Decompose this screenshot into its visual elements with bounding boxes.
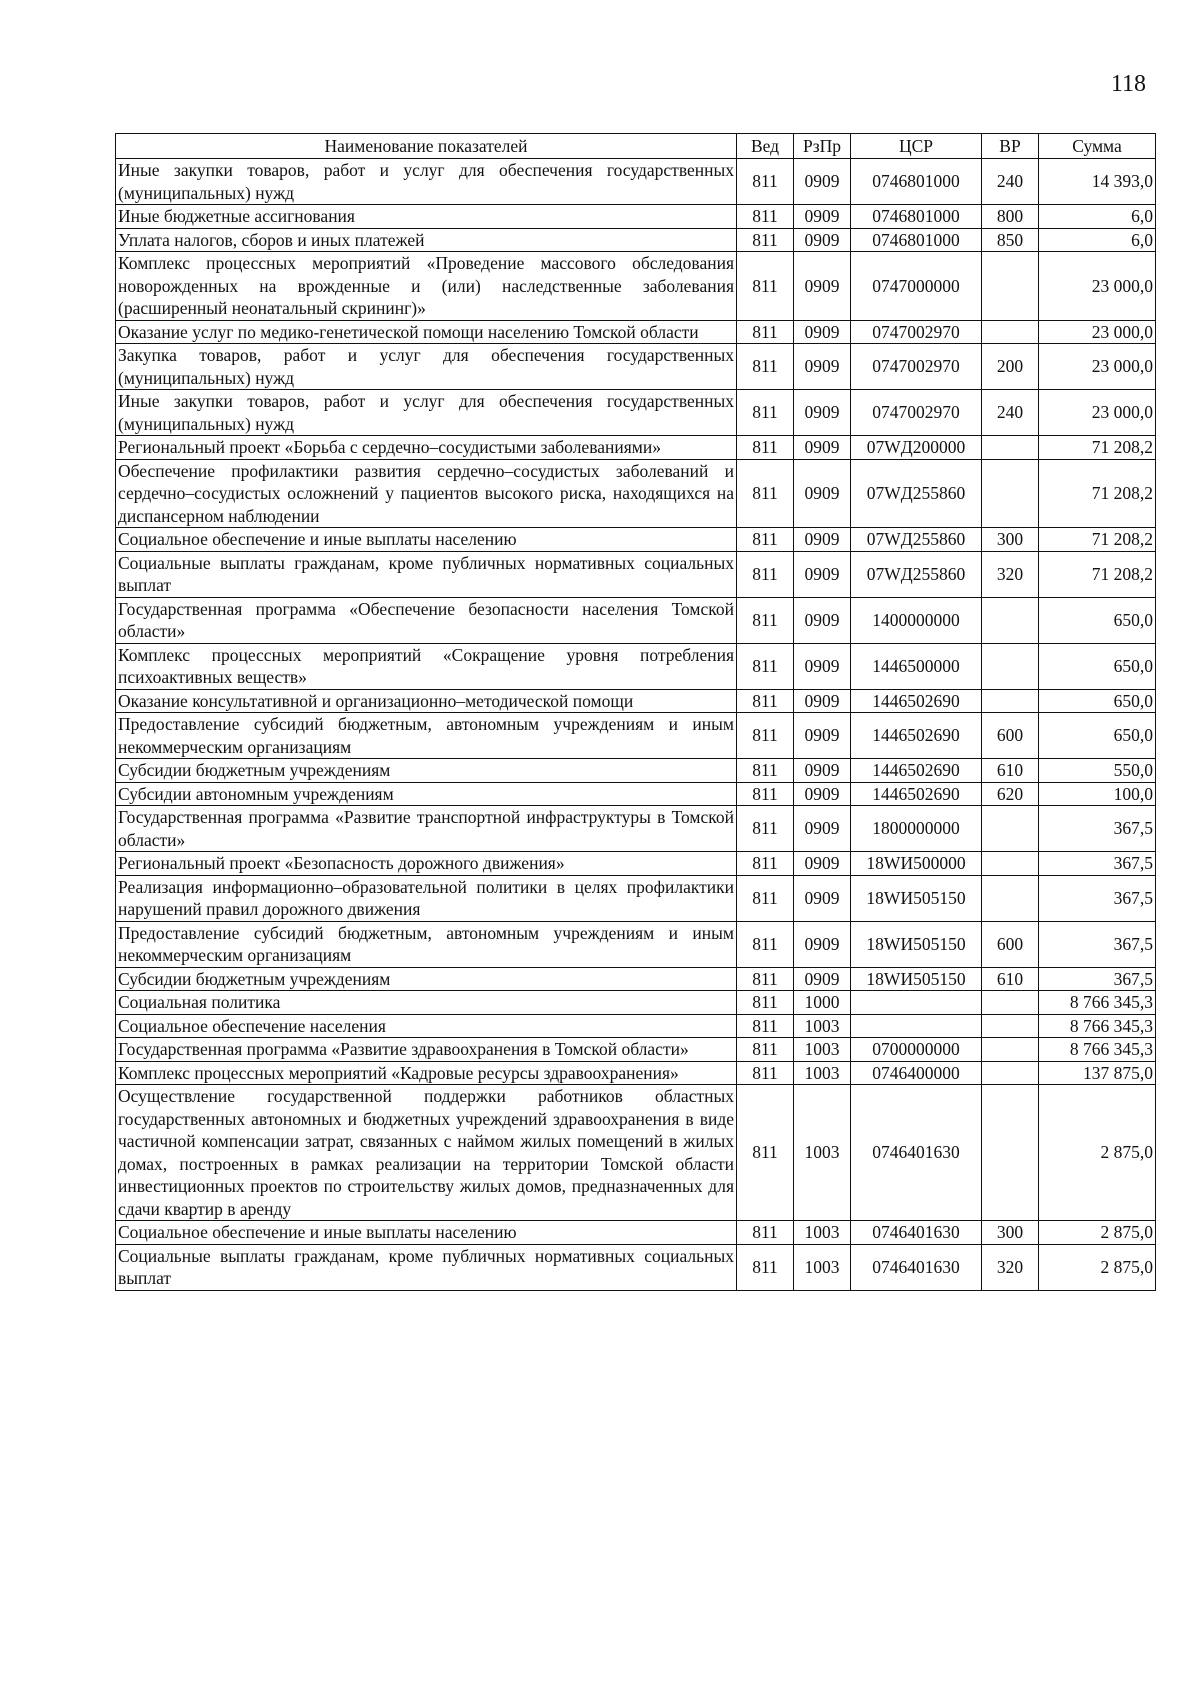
cell-csr: 07WД255860 [851, 459, 982, 528]
table-row [116, 782, 1156, 806]
cell-rzpr: 0909 [794, 689, 851, 713]
table-header-row [116, 134, 1156, 159]
cell-name: Комплекс процессных мероприятий «Сокращение уровня потребления психоактивных веществ» [116, 643, 737, 689]
cell-rzpr: 0909 [794, 205, 851, 229]
table-row [116, 759, 1156, 783]
cell-vr: 620 [982, 782, 1039, 806]
cell-name: Субсидии бюджетным учреждениям [116, 967, 737, 991]
table-row [116, 991, 1156, 1015]
cell-csr: 07WД200000 [851, 436, 982, 460]
cell-name: Иные бюджетные ассигнования [116, 205, 737, 229]
cell-csr: 1446502690 [851, 759, 982, 783]
cell-ved: 811 [737, 205, 794, 229]
table-row [116, 205, 1156, 229]
cell-sum: 367,5 [1039, 875, 1156, 921]
cell-ved: 811 [737, 643, 794, 689]
cell-sum: 6,0 [1039, 205, 1156, 229]
cell-vr: 320 [982, 1244, 1039, 1290]
cell-rzpr: 0909 [794, 551, 851, 597]
cell-rzpr: 0909 [794, 759, 851, 783]
table-row [116, 643, 1156, 689]
cell-sum: 8 766 345,3 [1039, 1014, 1156, 1038]
cell-ved: 811 [737, 713, 794, 759]
cell-ved: 811 [737, 390, 794, 436]
cell-name: Социальное обеспечение и иные выплаты населению [116, 1221, 737, 1245]
cell-csr: 0747002970 [851, 320, 982, 344]
cell-rzpr: 0909 [794, 390, 851, 436]
cell-vr: 850 [982, 228, 1039, 252]
table-row [116, 436, 1156, 460]
cell-sum: 6,0 [1039, 228, 1156, 252]
cell-vr [982, 1038, 1039, 1062]
budget-table [115, 133, 1156, 1291]
cell-csr [851, 991, 982, 1015]
cell-csr: 18WИ500000 [851, 852, 982, 876]
cell-name: Социальные выплаты гражданам, кроме публичных нормативных социальных выплат [116, 551, 737, 597]
cell-name: Государственная программа «Развитие транспортной инфраструктуры в Томской области» [116, 806, 737, 852]
cell-rzpr: 0909 [794, 921, 851, 967]
cell-csr: 07WД255860 [851, 528, 982, 552]
cell-ved: 811 [737, 597, 794, 643]
cell-sum: 23 000,0 [1039, 320, 1156, 344]
table-row [116, 713, 1156, 759]
cell-csr: 0746401630 [851, 1244, 982, 1290]
table-row [116, 1014, 1156, 1038]
cell-name: Оказание услуг по медико-генетической помощи населению Томской области [116, 320, 737, 344]
cell-sum: 14 393,0 [1039, 159, 1156, 205]
cell-vr: 320 [982, 551, 1039, 597]
cell-csr: 0746801000 [851, 159, 982, 205]
table-row [116, 344, 1156, 390]
cell-sum: 23 000,0 [1039, 390, 1156, 436]
cell-name: Региональный проект «Борьба с сердечно–сосудистыми заболеваниями» [116, 436, 737, 460]
cell-rzpr: 0909 [794, 459, 851, 528]
cell-csr: 0700000000 [851, 1038, 982, 1062]
cell-vr: 240 [982, 390, 1039, 436]
cell-ved: 811 [737, 806, 794, 852]
cell-name: Комплекс процессных мероприятий «Проведение массового обследования новорожденных на врожденные и (или) наследственные заболевания (расширенный неонатальный скрининг)» [116, 252, 737, 321]
cell-name: Осуществление государственной поддержки работников областных государственных автономных и бюджетных учреждений здравоохранения в виде частичной компенсации затрат, связанных с наймом жилых помещений в жилых домах, построенных в рамках реализации на территории Томской области инвестиционных проектов по строительству жилых домов, предназначенных для сдачи квартир в аренду [116, 1085, 737, 1221]
header-ved: Вед [737, 134, 794, 159]
cell-vr: 800 [982, 205, 1039, 229]
cell-csr: 0746801000 [851, 205, 982, 229]
cell-csr: 18WИ505150 [851, 967, 982, 991]
cell-sum: 650,0 [1039, 643, 1156, 689]
cell-rzpr: 0909 [794, 875, 851, 921]
cell-rzpr: 0909 [794, 806, 851, 852]
cell-name: Государственная программа «Обеспечение безопасности населения Томской области» [116, 597, 737, 643]
table-row [116, 1085, 1156, 1221]
table-row [116, 159, 1156, 205]
table-row [116, 875, 1156, 921]
header-sum: Сумма [1039, 134, 1156, 159]
cell-vr [982, 459, 1039, 528]
cell-rzpr: 0909 [794, 597, 851, 643]
cell-ved: 811 [737, 551, 794, 597]
table-row [116, 252, 1156, 321]
cell-ved: 811 [737, 759, 794, 783]
cell-rzpr: 0909 [794, 228, 851, 252]
cell-csr: 0746400000 [851, 1061, 982, 1085]
cell-rzpr: 1003 [794, 1221, 851, 1245]
cell-name: Социальное обеспечение и иные выплаты населению [116, 528, 737, 552]
cell-ved: 811 [737, 1061, 794, 1085]
cell-ved: 811 [737, 228, 794, 252]
cell-ved: 811 [737, 436, 794, 460]
cell-rzpr: 0909 [794, 852, 851, 876]
header-name: Наименование показателей [116, 134, 737, 159]
cell-name: Иные закупки товаров, работ и услуг для обеспечения государственных (муниципальных) нужд [116, 390, 737, 436]
cell-vr [982, 320, 1039, 344]
cell-rzpr: 1003 [794, 1014, 851, 1038]
cell-csr: 0747002970 [851, 344, 982, 390]
cell-vr: 600 [982, 921, 1039, 967]
cell-csr: 0747000000 [851, 252, 982, 321]
cell-sum: 23 000,0 [1039, 252, 1156, 321]
cell-vr [982, 1014, 1039, 1038]
cell-name: Предоставление субсидий бюджетным, автономным учреждениям и иным некоммерческим организациям [116, 713, 737, 759]
table-row [116, 228, 1156, 252]
cell-rzpr: 0909 [794, 344, 851, 390]
cell-vr [982, 1061, 1039, 1085]
cell-csr: 18WИ505150 [851, 921, 982, 967]
cell-vr [982, 852, 1039, 876]
cell-name: Закупка товаров, работ и услуг для обеспечения государственных (муниципальных) нужд [116, 344, 737, 390]
cell-vr [982, 643, 1039, 689]
cell-rzpr: 0909 [794, 159, 851, 205]
cell-rzpr: 1003 [794, 1038, 851, 1062]
cell-name: Социальное обеспечение населения [116, 1014, 737, 1038]
cell-ved: 811 [737, 852, 794, 876]
cell-name: Субсидии бюджетным учреждениям [116, 759, 737, 783]
cell-ved: 811 [737, 252, 794, 321]
table-row [116, 921, 1156, 967]
cell-name: Субсидии автономным учреждениям [116, 782, 737, 806]
cell-rzpr: 1000 [794, 991, 851, 1015]
cell-vr: 300 [982, 528, 1039, 552]
table-row [116, 1061, 1156, 1085]
cell-vr: 200 [982, 344, 1039, 390]
cell-ved: 811 [737, 159, 794, 205]
cell-sum: 100,0 [1039, 782, 1156, 806]
cell-rzpr: 0909 [794, 320, 851, 344]
cell-sum: 71 208,2 [1039, 459, 1156, 528]
cell-rzpr: 0909 [794, 643, 851, 689]
table-row [116, 689, 1156, 713]
cell-name: Региональный проект «Безопасность дорожного движения» [116, 852, 737, 876]
cell-rzpr: 0909 [794, 436, 851, 460]
cell-vr [982, 436, 1039, 460]
page-number: 118 [1110, 71, 1146, 97]
cell-rzpr: 1003 [794, 1061, 851, 1085]
cell-rzpr: 0909 [794, 967, 851, 991]
cell-name: Комплекс процессных мероприятий «Кадровые ресурсы здравоохранения» [116, 1061, 737, 1085]
cell-name: Обеспечение профилактики развития сердечно–сосудистых заболеваний и сердечно–сосудистых осложнений у пациентов высокого риска, находящихся на диспансерном наблюдении [116, 459, 737, 528]
header-csr: ЦСР [851, 134, 982, 159]
cell-csr: 07WД255860 [851, 551, 982, 597]
cell-sum: 8 766 345,3 [1039, 991, 1156, 1015]
cell-sum: 2 875,0 [1039, 1244, 1156, 1290]
cell-sum: 71 208,2 [1039, 528, 1156, 552]
cell-ved: 811 [737, 921, 794, 967]
cell-sum: 23 000,0 [1039, 344, 1156, 390]
cell-rzpr: 0909 [794, 713, 851, 759]
cell-csr: 18WИ505150 [851, 875, 982, 921]
cell-vr [982, 875, 1039, 921]
cell-csr: 0746401630 [851, 1085, 982, 1221]
cell-vr: 610 [982, 759, 1039, 783]
cell-rzpr: 1003 [794, 1085, 851, 1221]
cell-ved: 811 [737, 967, 794, 991]
table-row [116, 320, 1156, 344]
cell-ved: 811 [737, 782, 794, 806]
cell-ved: 811 [737, 1014, 794, 1038]
table-row [116, 597, 1156, 643]
table-row [116, 967, 1156, 991]
cell-csr: 1800000000 [851, 806, 982, 852]
cell-csr: 1446500000 [851, 643, 982, 689]
cell-vr [982, 991, 1039, 1015]
cell-vr [982, 1085, 1039, 1221]
cell-csr [851, 1014, 982, 1038]
cell-csr: 0747002970 [851, 390, 982, 436]
cell-name: Социальные выплаты гражданам, кроме публичных нормативных социальных выплат [116, 1244, 737, 1290]
header-vr: ВР [982, 134, 1039, 159]
cell-ved: 811 [737, 344, 794, 390]
cell-vr [982, 252, 1039, 321]
cell-csr: 1446502690 [851, 713, 982, 759]
cell-rzpr: 1003 [794, 1244, 851, 1290]
header-rzpr: РзПр [794, 134, 851, 159]
table-row [116, 528, 1156, 552]
cell-name: Государственная программа «Развитие здравоохранения в Томской области» [116, 1038, 737, 1062]
cell-rzpr: 0909 [794, 252, 851, 321]
cell-rzpr: 0909 [794, 782, 851, 806]
cell-name: Иные закупки товаров, работ и услуг для обеспечения государственных (муниципальных) нужд [116, 159, 737, 205]
cell-csr: 1446502690 [851, 689, 982, 713]
cell-ved: 811 [737, 459, 794, 528]
cell-sum: 8 766 345,3 [1039, 1038, 1156, 1062]
cell-sum: 367,5 [1039, 921, 1156, 967]
cell-sum: 650,0 [1039, 689, 1156, 713]
cell-name: Реализация информационно–образовательной политики в целях профилактики нарушений правил дорожного движения [116, 875, 737, 921]
cell-csr: 0746401630 [851, 1221, 982, 1245]
cell-sum: 71 208,2 [1039, 436, 1156, 460]
cell-vr [982, 597, 1039, 643]
cell-sum: 367,5 [1039, 967, 1156, 991]
cell-sum: 550,0 [1039, 759, 1156, 783]
cell-sum: 367,5 [1039, 852, 1156, 876]
cell-name: Оказание консультативной и организационно–методической помощи [116, 689, 737, 713]
cell-vr: 610 [982, 967, 1039, 991]
cell-vr: 300 [982, 1221, 1039, 1245]
cell-ved: 811 [737, 991, 794, 1015]
cell-sum: 650,0 [1039, 713, 1156, 759]
cell-ved: 811 [737, 689, 794, 713]
table-row [116, 551, 1156, 597]
cell-ved: 811 [737, 320, 794, 344]
cell-csr: 1446502690 [851, 782, 982, 806]
cell-name: Предоставление субсидий бюджетным, автономным учреждениям и иным некоммерческим организациям [116, 921, 737, 967]
cell-ved: 811 [737, 1221, 794, 1245]
cell-name: Социальная политика [116, 991, 737, 1015]
cell-vr [982, 806, 1039, 852]
table-body [116, 159, 1156, 1291]
cell-name: Уплата налогов, сборов и иных платежей [116, 228, 737, 252]
cell-vr: 240 [982, 159, 1039, 205]
table-row [116, 390, 1156, 436]
table-row [116, 1221, 1156, 1245]
cell-ved: 811 [737, 875, 794, 921]
cell-sum: 2 875,0 [1039, 1085, 1156, 1221]
table-row [116, 1038, 1156, 1062]
cell-ved: 811 [737, 528, 794, 552]
cell-ved: 811 [737, 1085, 794, 1221]
cell-sum: 650,0 [1039, 597, 1156, 643]
table-row [116, 806, 1156, 852]
cell-sum: 2 875,0 [1039, 1221, 1156, 1245]
cell-vr: 600 [982, 713, 1039, 759]
table-row [116, 459, 1156, 528]
cell-csr: 0746801000 [851, 228, 982, 252]
cell-rzpr: 0909 [794, 528, 851, 552]
cell-vr [982, 689, 1039, 713]
cell-sum: 367,5 [1039, 806, 1156, 852]
table-row [116, 852, 1156, 876]
cell-sum: 137 875,0 [1039, 1061, 1156, 1085]
table-row [116, 1244, 1156, 1290]
cell-ved: 811 [737, 1038, 794, 1062]
cell-csr: 1400000000 [851, 597, 982, 643]
cell-ved: 811 [737, 1244, 794, 1290]
cell-sum: 71 208,2 [1039, 551, 1156, 597]
